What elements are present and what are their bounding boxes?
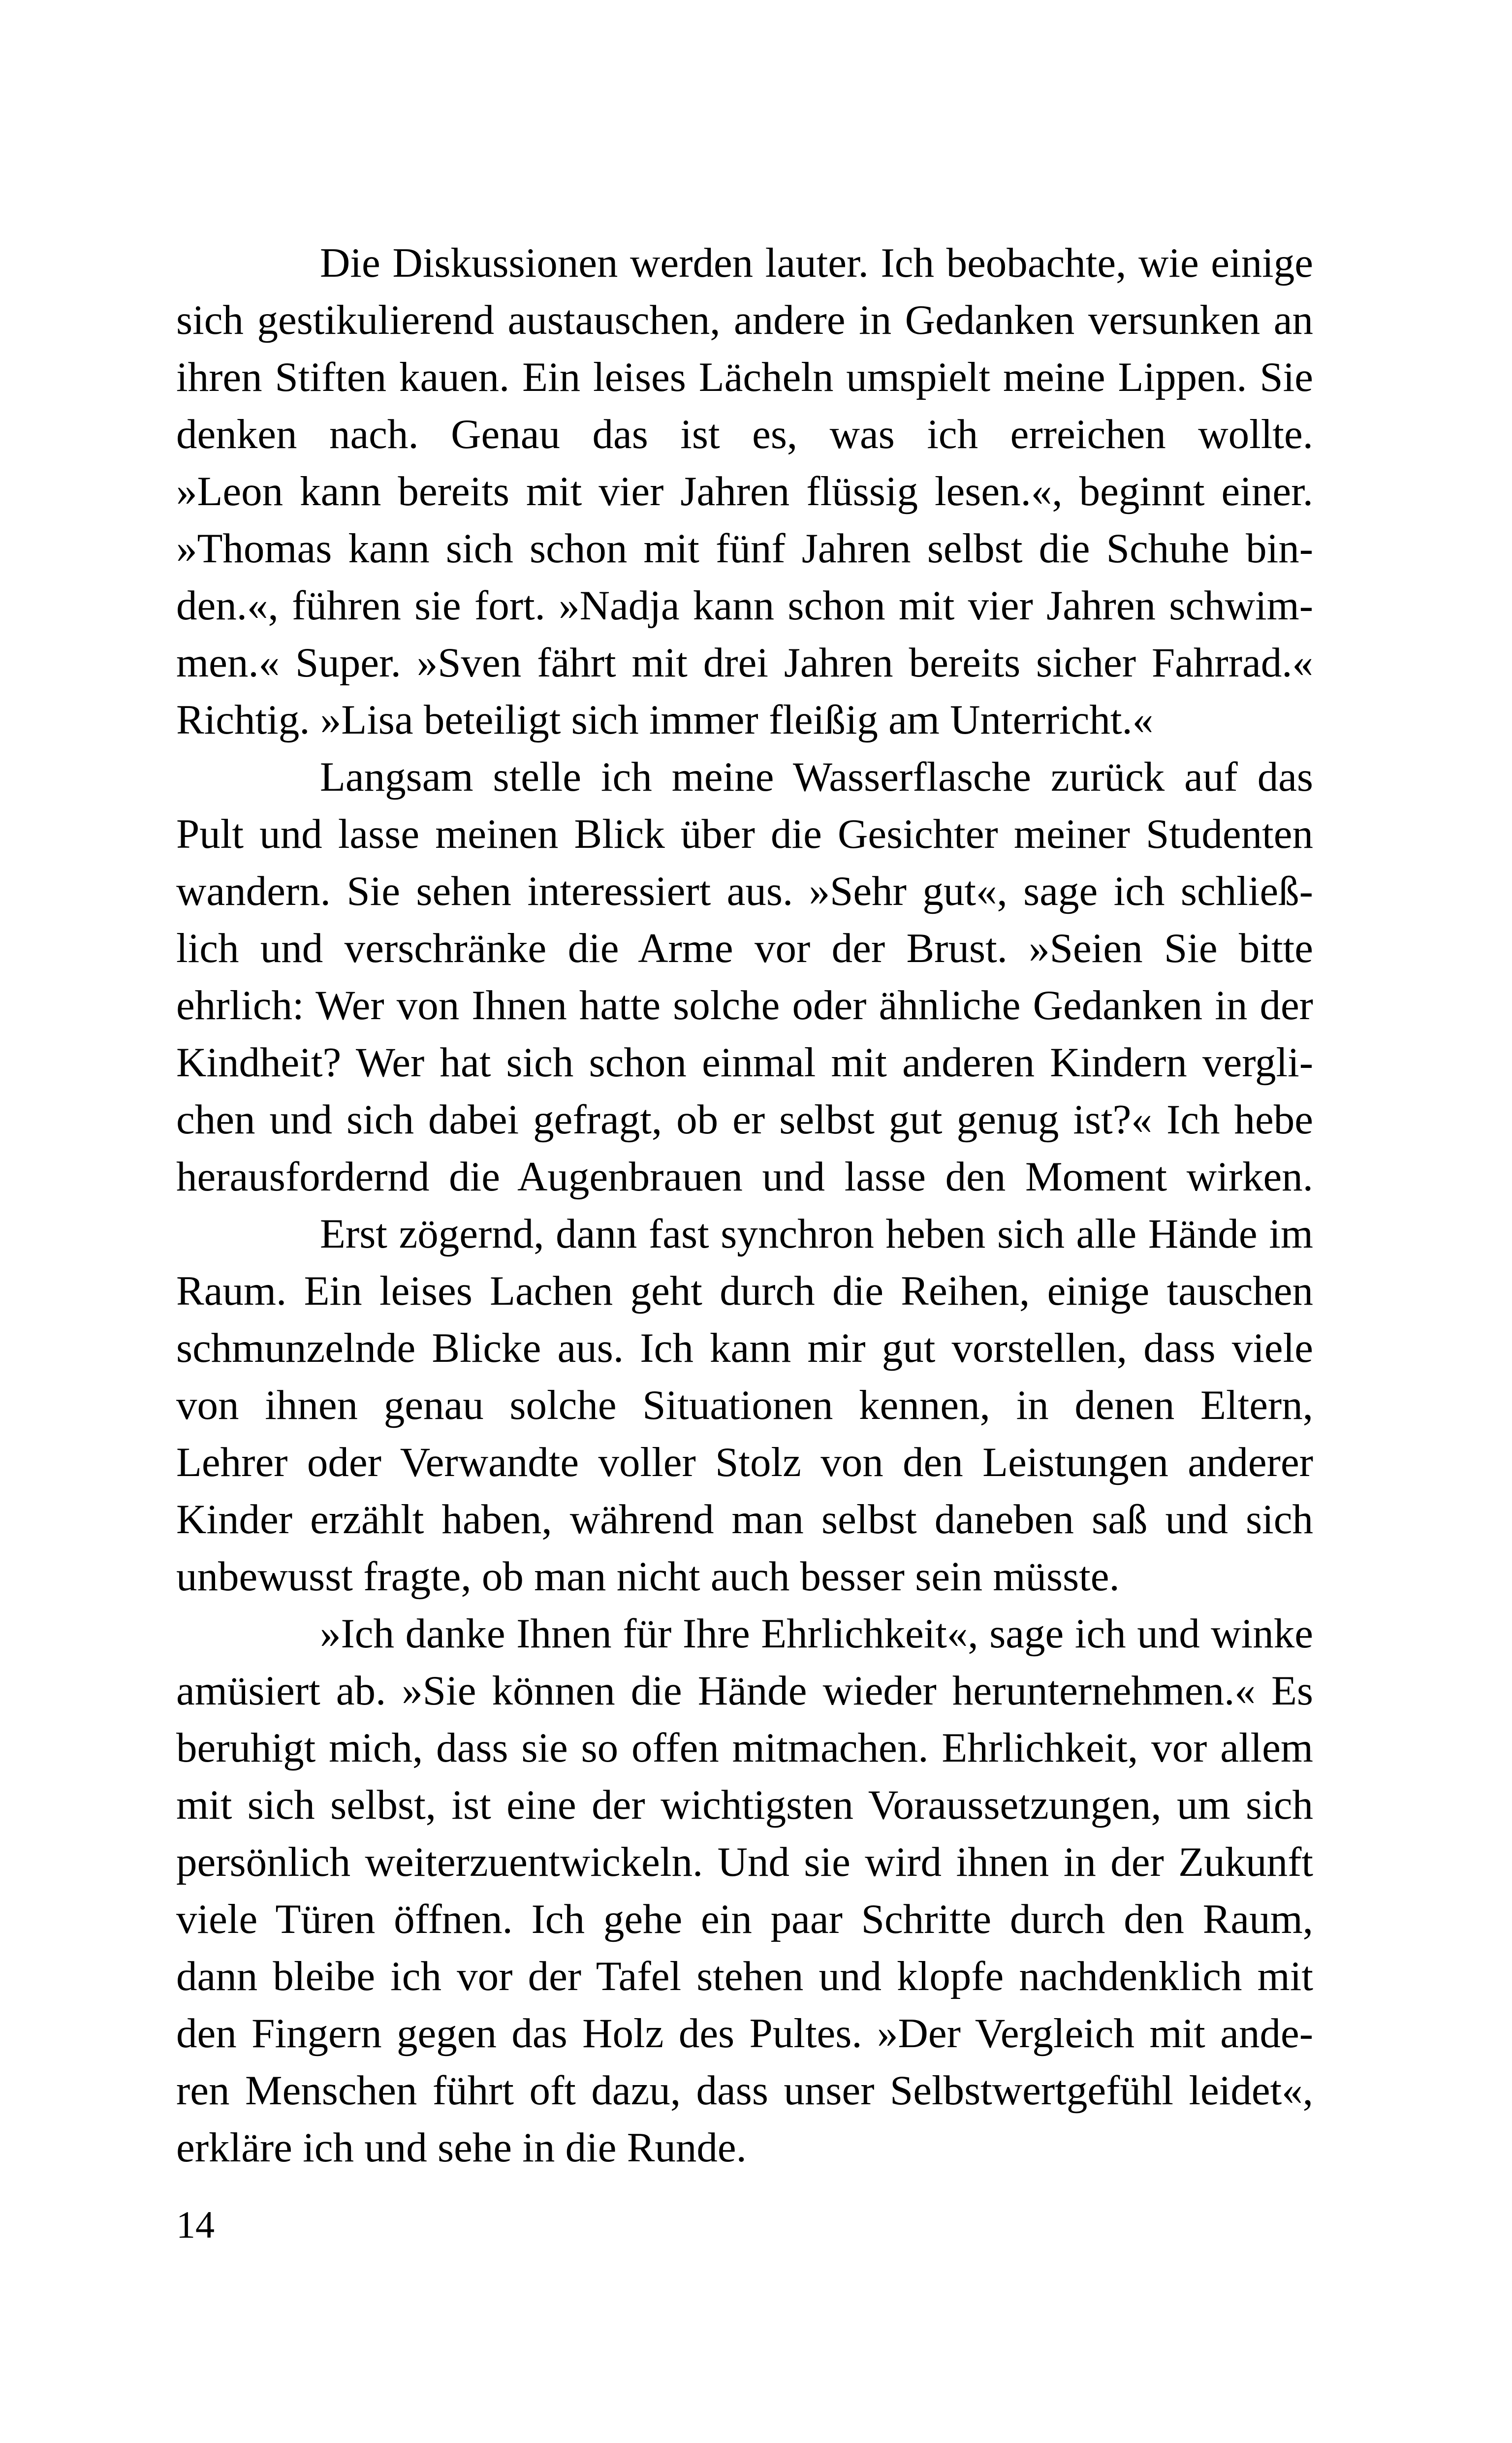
paragraph: [176, 234, 1313, 463]
text-line: »Leon kann bereits mit vier Jahren flüssig lesen.«, beginnt einer.: [176, 468, 1313, 514]
text-line: ihren Stiften kauen. Ein leises Lächeln umspielt meine Lippen. Sie: [176, 354, 1313, 400]
text-line: herausfordernd die Augenbrauen und lasse den Moment wirken.: [176, 1154, 1313, 1200]
text-line: chen und sich dabei gefragt, ob er selbst gut genug ist?« Ich hebe: [176, 1096, 1313, 1143]
text-line: men.« Super. »Sven fährt mit drei Jahren bereits sicher Fahrrad.«: [176, 640, 1313, 686]
text-line: viele Türen öffnen. Ich gehe ein paar Schritte durch den Raum,: [176, 1896, 1313, 1942]
text-line: sich gestikulierend austauschen, andere in Gedanken versunken an: [176, 297, 1313, 343]
text-line: wandern. Sie sehen interessiert aus. »Sehr gut«, sage ich schließ-: [176, 868, 1313, 914]
text-line: denken nach. Genau das ist es, was ich erreichen wollte.: [176, 411, 1313, 457]
text-line: den.«, führen sie fort. »Nadja kann schon mit vier Jahren schwim-: [176, 582, 1313, 629]
text-line: ren Menschen führt oft dazu, dass unser Selbstwertgefühl leidet«,: [176, 2067, 1313, 2114]
text-line: beruhigt mich, dass sie so offen mitmachen. Ehrlichkeit, vor allem: [176, 1725, 1313, 1771]
text-line: »Ich danke Ihnen für Ihre Ehrlichkeit«, sage ich und winke: [320, 1610, 1313, 1657]
text-line: ehrlich: Wer von Ihnen hatte solche oder ähnliche Gedanken in der: [176, 982, 1313, 1029]
paragraph: [176, 463, 1313, 748]
text-line: lich und verschränke die Arme vor der Brust. »Seien Sie bitte: [176, 925, 1313, 971]
text-line: persönlich weiterzuentwickeln. Und sie wird ihnen in der Zukunft: [176, 1839, 1313, 1885]
page-number: 14: [176, 2203, 215, 2246]
text-line: Langsam stelle ich meine Wasserflasche zurück auf das: [320, 754, 1313, 800]
text-line: Pult und lasse meinen Blick über die Gesichter meiner Studenten: [176, 811, 1313, 857]
text-line: von ihnen genau solche Situationen kennen, in denen Eltern,: [176, 1382, 1313, 1428]
text-line: schmunzelnde Blicke aus. Ich kann mir gut vorstellen, dass viele: [176, 1325, 1313, 1371]
text-line: Lehrer oder Verwandte voller Stolz von den Leistungen anderer: [176, 1439, 1313, 1485]
paragraph: [176, 748, 1313, 1205]
text-line: erkläre ich und sehe in die Runde.: [176, 2124, 747, 2171]
text-line: Richtig. »Lisa beteiligt sich immer fleißig am Unterricht.«: [176, 697, 1154, 743]
text-line: mit sich selbst, ist eine der wichtigsten Voraussetzungen, um sich: [176, 1782, 1313, 1828]
text-line: Raum. Ein leises Lachen geht durch die Reihen, einige tauschen: [176, 1268, 1313, 1314]
text-line: amüsiert ab. »Sie können die Hände wieder herunternehmen.« Es: [176, 1668, 1313, 1714]
text-line: unbewusst fragte, ob man nicht auch besser sein müsste.: [176, 1553, 1120, 1600]
text-line: Die Diskussionen werden lauter. Ich beobachte, wie einige: [320, 240, 1313, 286]
text-line: Kindheit? Wer hat sich schon einmal mit anderen Kindern vergli-: [176, 1039, 1313, 1086]
text-line: Erst zögernd, dann fast synchron heben sich alle Hände im: [320, 1211, 1313, 1257]
body-text: [176, 234, 1313, 2176]
text-line: Kinder erzählt haben, während man selbst daneben saß und sich: [176, 1496, 1313, 1543]
text-line: den Fingern gegen das Holz des Pultes. »Der Vergleich mit ande-: [176, 2010, 1313, 2057]
paragraph: [176, 1205, 1313, 1605]
text-line: dann bleibe ich vor der Tafel stehen und klopfe nachdenklich mit: [176, 1953, 1313, 1999]
paragraph: [176, 1605, 1313, 2176]
text-line: »Thomas kann sich schon mit fünf Jahren selbst die Schuhe bin-: [176, 525, 1313, 572]
